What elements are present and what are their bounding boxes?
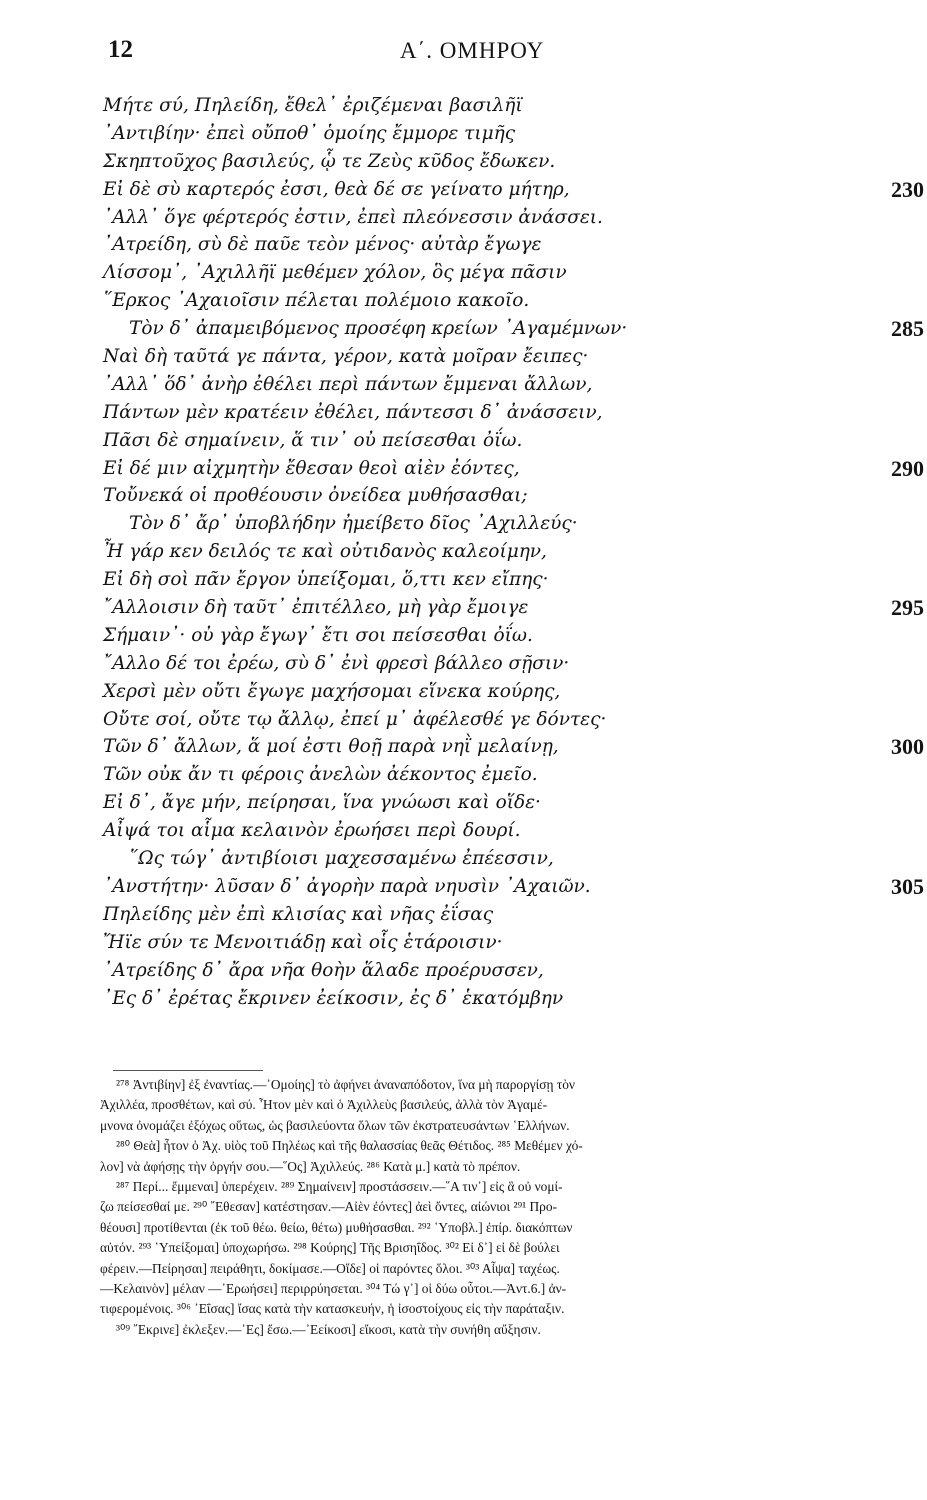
verse-line — [103, 343, 843, 371]
line-number: 290 — [891, 455, 924, 481]
verse-text: Αἶψά τοι αἷμα κελαινὸν ἐρωήσει περὶ δουρί. — [103, 820, 521, 842]
verse-text: Ἦ γάρ κεν δειλός τε καὶ οὐτιδανὸς καλεοίμην, — [103, 541, 547, 563]
verse-text: ᾽Αλλ᾽ ὅγε φέρτερός ἐστιν, ἐπεὶ πλεόνεσσιν ἀνάσσει. — [103, 206, 603, 228]
verse-text: ᾽Ατρείδη, σὺ δὲ παῦε τεὸν μένος· αὐτὰρ ἔγωγε — [103, 234, 542, 256]
verse-line — [103, 678, 843, 706]
footnotes-block — [100, 1075, 826, 1340]
verse-text: ῞Ερκος ᾽Αχαιοῖσιν πέλεται πολέμοιο κακοῖο. — [103, 290, 530, 312]
footnote-line: μνονα ὀνομάζει ἐξόχως οὕτως, ὡς βασιλεύοντα ὅλων τῶν ἐκστρατευσάντων ῾Ελλήνων. — [100, 1117, 570, 1133]
verse-line — [103, 538, 843, 566]
verse-text: Πᾶσι δὲ σημαίνειν, ἅ τιν᾽ οὐ πείσεσθαι ὀΐω. — [103, 429, 523, 451]
verse-line — [103, 92, 843, 120]
verse-text: Εἰ δέ μιν αἰχμητὴν ἔθεσαν θεοὶ αἰὲν ἐόντες, — [103, 457, 520, 479]
verse-text: Πηλείδης μὲν ἐπὶ κλισίας καὶ νῆας ἐΐσας — [103, 903, 494, 925]
footnote-rule — [113, 1070, 263, 1071]
verse-text: ῎Αλλοισιν δὴ ταῦτ᾽ ἐπιτέλλεο, μὴ γὰρ ἔμοιγε — [103, 597, 529, 619]
verse-line — [103, 427, 843, 455]
verse-line — [103, 287, 843, 315]
verse-line — [103, 204, 843, 232]
verse-line — [103, 985, 843, 1013]
verse-text: Τὸν δ᾽ ἄρ᾽ ὑποβλήδην ἠμείβετο δῖος ᾽Αχιλλεύς· — [129, 513, 578, 535]
footnote-line: ζω πείσεσθαί με. ²⁹⁰ ῎Εθεσαν] κατέστησαν.—Αἰὲν ἐόντες] ἀεὶ ὄντες, αἰώνιοι ²⁹¹ Προ- — [100, 1199, 558, 1215]
verse-line — [103, 231, 843, 259]
verse-text: Εἰ δ᾽, ἄγε μήν, πείρησαι, ἵνα γνώωσι καὶ οἵδε· — [103, 792, 541, 814]
verse-line — [103, 482, 843, 510]
verse-text: Οὔτε σοί, οὔτε τῳ ἄλλῳ, ἐπεί μ᾽ ἀφέλεσθέ γε δόντες· — [103, 708, 607, 730]
verse-text: Τῶν οὐκ ἄν τι φέροις ἀνελὼν ἀέκοντος ἐμεῖο. — [103, 764, 538, 786]
verse-text: ῎Αλλο δέ τοι ἐρέω, σὺ δ᾽ ἐνὶ φρεσὶ βάλλεο σῇσιν· — [103, 652, 570, 674]
verse-text: ᾽Ανστήτην· λῦσαν δ᾽ ἀγορὴν παρὰ νηυσὶν ᾽Αχαιῶν. — [103, 875, 591, 897]
verse-line — [103, 315, 924, 343]
footnote-line: ²⁸⁰ Θεὰ] ἦτον ὁ Ἀχ. υἱὸς τοῦ Πηλέως καὶ τῆς θαλασσίας θεᾶς Θέτιδος. ²⁸⁵ Μεθέμεν χό- — [116, 1138, 583, 1154]
footnote-line: θέουσι] προτίθενται (ἐκ τοῦ θέω. θείω, θέτω) μυθήσασθαι. ²⁹² ῾Υποβλ.] ἐπίρ. διακόπτων — [100, 1219, 573, 1235]
verse-line — [103, 761, 843, 789]
verse-text: ᾽Ατρείδης δ᾽ ἄρα νῆα θοὴν ἅλαδε προέρυσσεν, — [103, 959, 544, 981]
verse-line — [103, 371, 843, 399]
verse-line — [103, 148, 843, 176]
running-head: Α΄. ΟΜΗΡΟΥ — [400, 38, 545, 63]
footnote-line: αὐτόν. ²⁹³ ῾Υπείξομαι] ὑποχωρήσω. ²⁹⁸ Κούρης] Τῆς Βρισηΐδος. ³⁰² Εἰ δ᾽] εἰ δὲ βούλει — [100, 1240, 560, 1256]
page-number: 12 — [108, 36, 133, 63]
verse-text: Ἤϊε σύν τε Μενοιτιάδῃ καὶ οἷς ἑτάροισιν· — [103, 931, 503, 953]
verse-line — [103, 622, 843, 650]
line-number: 285 — [891, 316, 924, 342]
footnote-line: ³⁰⁹ ῎Εκρινε] ἐκλεξεν.—᾽Ες] ἔσω.—᾽Εείκοσι] εἴκοσι, κατὰ τὴν συνήθη αὔξησιν. — [116, 1321, 541, 1337]
verse-line — [103, 929, 843, 957]
verse-line — [103, 455, 924, 483]
footnote-line: Ἀχιλλέα, προσθέτων, καὶ σύ. Ἦτον μὲν καὶ ὁ Ἀχιλλεὺς βασιλεύς, ἀλλὰ τὸν Ἀγαμέ- — [100, 1097, 548, 1113]
verse-line — [103, 594, 924, 622]
verse-text: Εἰ δὲ σὺ καρτερός ἐσσι, θεὰ δέ σε γείνατο μήτηρ, — [103, 178, 570, 200]
footnote-line: —Κελαινὸν] μέλαν —᾽Ερωήσει] περιρρύησεται. ³⁰⁴ Τώ γ᾽] οἱ δύω οὗτοι.—Ἀντ.6.] ἀν- — [100, 1280, 567, 1296]
verse-block — [103, 92, 924, 1012]
verse-line — [103, 650, 843, 678]
line-number: 295 — [891, 595, 924, 621]
verse-text: Πάντων μὲν κρατέειν ἐθέλει, πάντεσσι δ᾽ ἀνάσσειν, — [103, 401, 603, 423]
footnote-line: ²⁸⁷ Περί... ἔμμεναι] ὑπερέχειν. ²⁸⁹ Σημαίνειν] προστάσσειν.—῞Α τιν᾽] εἰς ἃ οὐ νομί- — [116, 1178, 563, 1194]
verse-line — [103, 399, 843, 427]
footnote-line: λον] νὰ ἀφήσῃς τὴν ὀργήν σου.—῞Ος] Ἀχιλλεύς. ²⁸⁶ Κατὰ μ.] κατὰ τὸ πρέπον. — [100, 1158, 521, 1174]
verse-text: Σήμαιν᾽· οὐ γὰρ ἔγωγ᾽ ἔτι σοι πείσεσθαι ὀΐω. — [103, 624, 533, 646]
verse-line — [103, 873, 924, 901]
verse-line — [103, 566, 843, 594]
verse-line — [103, 259, 843, 287]
footnote-line: τιφερομένοις. ³⁰⁶ ᾽Εΐσας] ἴσας κατὰ τὴν κατασκευήν, ἡ ἰσοστοίχους εἰς τὴν παράταξιν. — [100, 1301, 565, 1317]
line-number: 300 — [891, 734, 924, 760]
verse-text: Τὸν δ᾽ ἀπαμειβόμενος προσέφη κρείων ᾽Αγαμέμνων· — [129, 318, 628, 340]
line-number: 305 — [891, 873, 924, 899]
verse-text: Μήτε σύ, Πηλείδη, ἔθελ᾽ ἐριζέμεναι βασιλῆϊ — [103, 95, 523, 116]
page-header — [108, 36, 868, 76]
verse-text: Ναὶ δὴ ταῦτά γε πάντα, γέρον, κατὰ μοῖραν ἔειπες· — [103, 346, 589, 368]
verse-line — [103, 901, 843, 929]
verse-text: ᾽Ες δ᾽ ἐρέτας ἔκρινεν ἐείκοσιν, ἐς δ᾽ ἑκατόμβην — [103, 987, 564, 1009]
verse-text: Σκηπτοῦχος βασιλεύς, ᾧ τε Ζεὺς κῦδος ἔδωκεν. — [103, 150, 556, 172]
verse-line — [103, 957, 843, 985]
verse-text: Λίσσομ᾽, ᾽Αχιλλῆϊ μεθέμεν χόλον, ὃς μέγα πᾶσιν — [103, 262, 567, 284]
verse-line — [103, 845, 843, 873]
verse-text: ῞Ως τώγ᾽ ἀντιβίοισι μαχεσσαμένω ἐπέεσσιν, — [129, 848, 554, 870]
verse-line — [103, 817, 843, 845]
verse-line — [103, 176, 924, 204]
verse-text: Χερσὶ μὲν οὔτι ἔγωγε μαχήσομαι εἵνεκα κούρης, — [103, 680, 561, 702]
verse-line — [103, 120, 843, 148]
verse-text: Εἰ δὴ σοὶ πᾶν ἔργον ὑπείξομαι, ὅ,ττι κεν εἴπης· — [103, 569, 549, 591]
footnote-line: ²⁷⁸ Ἀντιβίην] ἐξ ἐναντίας.—᾽Ομοίης] τὸ ἀφήνει ἀναναπόδοτον, ἵνα μὴ παροργίσῃ τὸν — [116, 1077, 575, 1092]
verse-text: ᾽Αλλ᾽ ὅδ᾽ ἀνὴρ ἐθέλει περὶ πάντων ἔμμεναι ἄλλων, — [103, 373, 593, 395]
verse-text: Τοὔνεκά οἱ προθέουσιν ὀνείδεα μυθήσασθαι; — [103, 485, 528, 507]
verse-line — [103, 706, 843, 734]
verse-line — [103, 510, 843, 538]
verse-line — [103, 733, 924, 761]
verse-text: ᾽Αντιβίην· ἐπεὶ οὔποθ᾽ ὁμοίης ἔμμορε τιμῆς — [103, 122, 516, 144]
footnote-line: φέρειν.—Πείρησαι] πειράθητι, δοκίμασε.—Οἵδε] οἱ παρόντες ὅλοι. ³⁰³ Αἶψα] ταχέως. — [100, 1260, 560, 1276]
verse-line — [103, 789, 843, 817]
line-number: 230 — [891, 176, 924, 202]
verse-text: Τῶν δ᾽ ἄλλων, ἅ μοί ἐστι θοῇ παρὰ νηῒ μελαίνῃ, — [103, 736, 559, 758]
